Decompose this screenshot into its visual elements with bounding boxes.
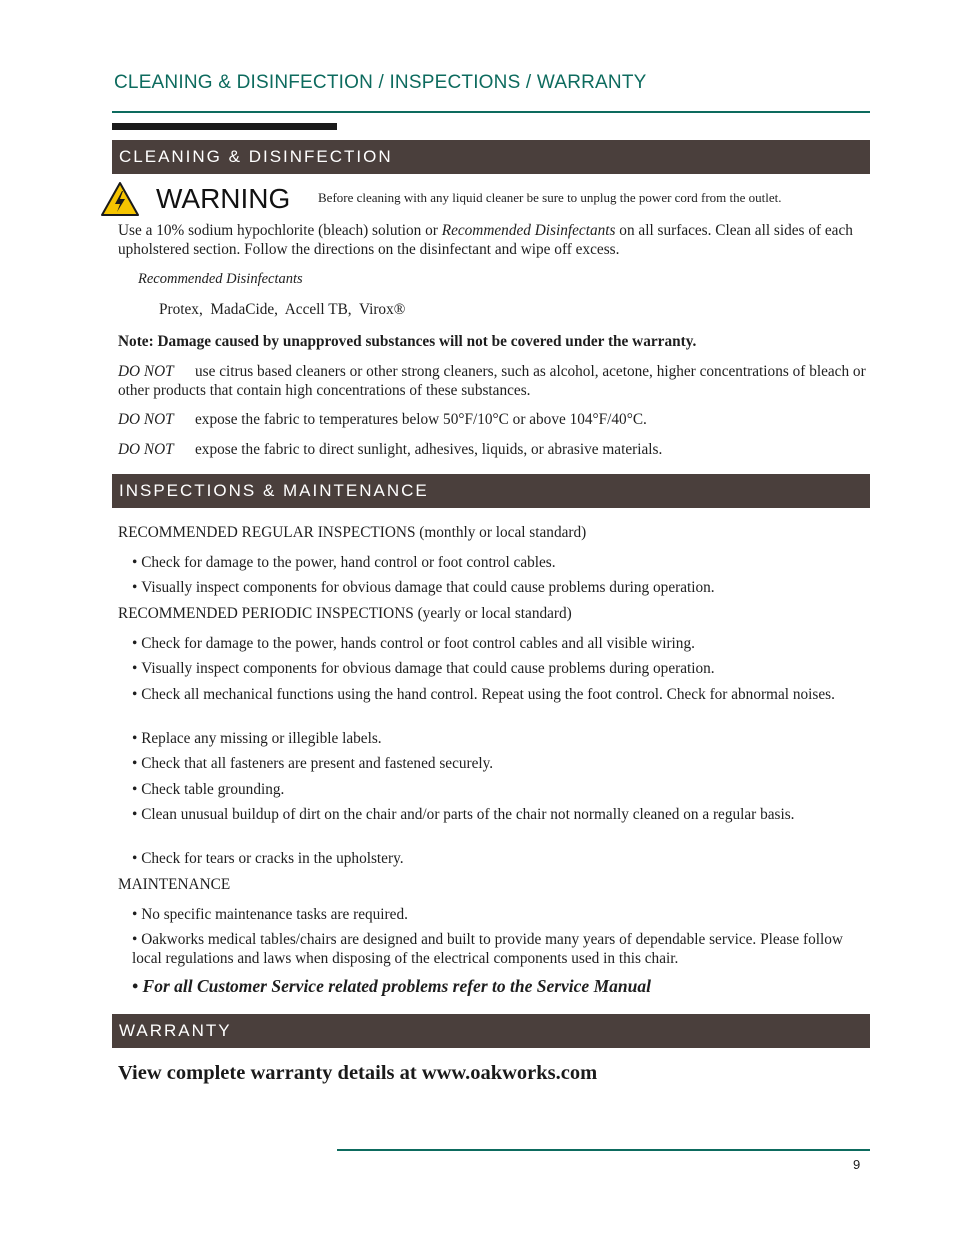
do-not-item-2: DO NOT expose the fabric to temperatures below 50°F/10°C or above 104°F/40°C. [118, 411, 647, 428]
list-item: • Check for damage to the power, hands control or foot control cables and all visible wiring. [132, 634, 695, 653]
recommended-disinfectants-label: Recommended Disinfectants [138, 271, 303, 287]
list-item: • Check for damage to the power, hand control or foot control cables. [132, 553, 556, 572]
warranty-details-text: View complete warranty details at www.oakworks.com [118, 1062, 598, 1084]
warning-electrical-icon [100, 181, 140, 217]
list-item: • Replace any missing or illegible labels. [132, 729, 382, 748]
warranty-note: Note: Damage caused by unapproved substances will not be covered under the warranty. [118, 333, 697, 350]
disinfectant-list: Protex, MadaCide, Accell TB, Virox® [159, 301, 406, 318]
page-header-title: CLEANING & DISINFECTION / INSPECTIONS / WARRANTY [114, 72, 647, 93]
list-item: • Oakworks medical tables/chairs are designed and built to provide many years of dependable service. Please follow local regulations and laws when disposing of the electrical components used in this chair. [132, 930, 870, 968]
list-item: • Check table grounding. [132, 780, 284, 799]
list-item: • Visually inspect components for obvious damage that could cause problems during operation. [132, 659, 715, 678]
cleaning-instructions: Use a 10% sodium hypochlorite (bleach) solution or Recommended Disinfectants on all surfaces. Clean all sides of each upholstered section. Follow the directions on the disinfectant and wipe off excess. [118, 222, 853, 258]
list-item: • Check for tears or cracks in the upholstery. [132, 849, 404, 868]
warning-text: Before cleaning with any liquid cleaner be sure to unplug the power cord from the outlet. [318, 190, 782, 205]
regular-inspections-title: RECOMMENDED REGULAR INSPECTIONS (monthly or local standard) [118, 524, 587, 541]
list-item: • Visually inspect components for obvious damage that could cause problems during operation. [132, 578, 715, 597]
header-rule [112, 111, 870, 113]
service-manual-note: • For all Customer Service related problems refer to the Service Manual [132, 976, 651, 997]
maintenance-title: MAINTENANCE [118, 876, 231, 893]
header-accent-bar [112, 123, 337, 130]
list-item: • Check that all fasteners are present and fastened securely. [132, 754, 493, 773]
periodic-inspections-title: RECOMMENDED PERIODIC INSPECTIONS (yearly or local standard) [118, 605, 572, 622]
list-item: • No specific maintenance tasks are required. [132, 905, 408, 924]
do-not-item-1: DO NOT use citrus based cleaners or other strong cleaners, such as alcohol, acetone, higher concentrations of bleach or other products that contain high concentrations of these substances. [118, 363, 866, 399]
page-number: 9 [853, 1157, 861, 1172]
do-not-item-3: DO NOT expose the fabric to direct sunlight, adhesives, liquids, or abrasive materials. [118, 441, 663, 458]
list-item: • Clean unusual buildup of dirt on the chair and/or parts of the chair not normally cleaned on a regular basis. [132, 805, 852, 824]
warning-label: WARNING [156, 183, 291, 214]
footer-rule [337, 1149, 870, 1151]
section-heading-cleaning: CLEANING & DISINFECTION [112, 140, 870, 174]
section-heading-warranty: WARRANTY [112, 1014, 870, 1048]
section-heading-inspections: INSPECTIONS & MAINTENANCE [112, 474, 870, 508]
list-item: • Check all mechanical functions using the hand control. Repeat using the foot control. Check for abnormal noises. [132, 685, 870, 704]
